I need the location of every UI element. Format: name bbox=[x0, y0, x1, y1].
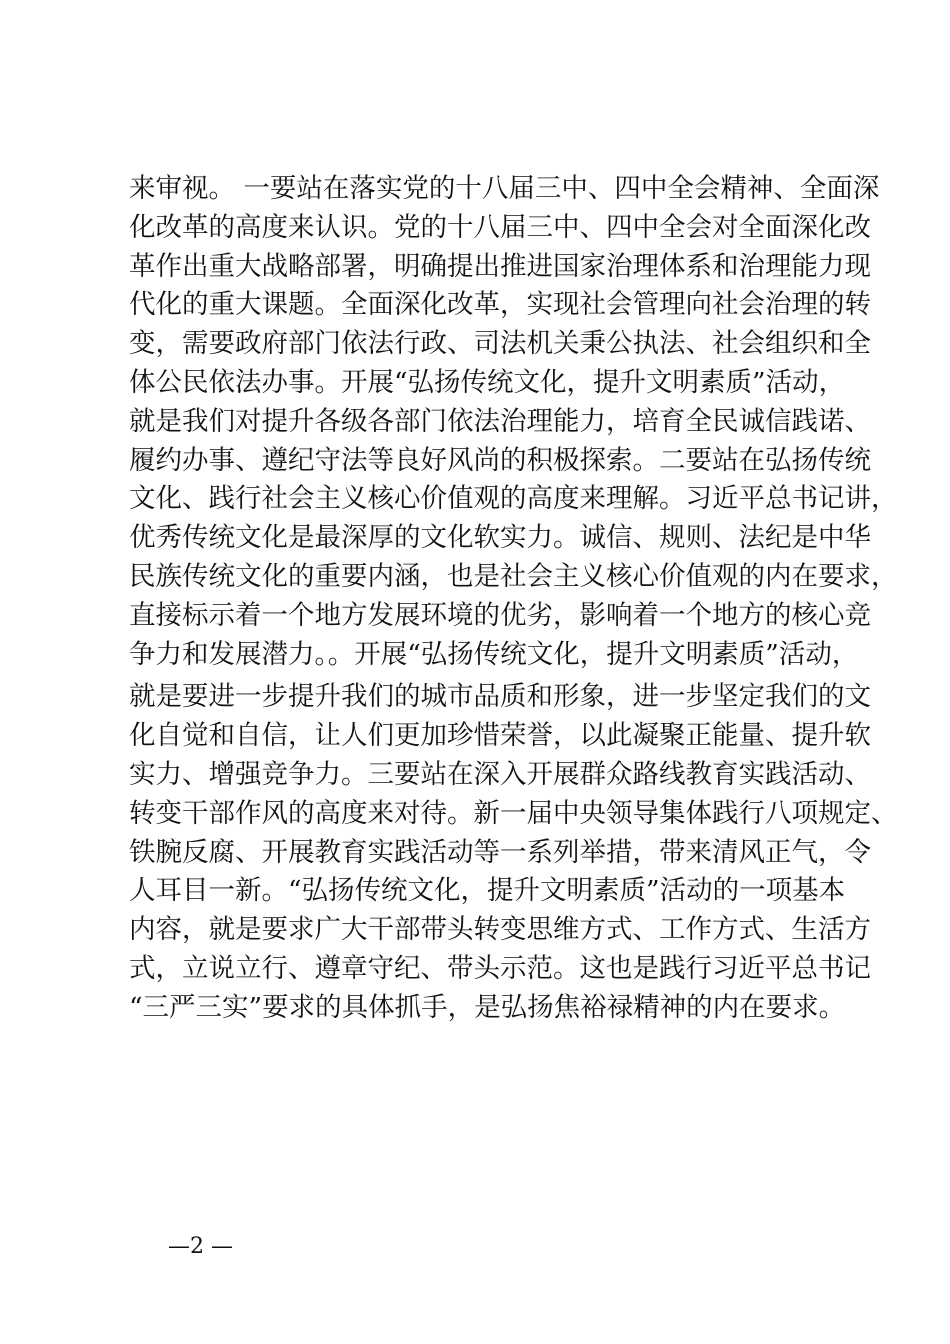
text-line: 代化的重大课题。全面深化改革，实现社会管理向社会治理的转 bbox=[129, 289, 871, 321]
text-line: 来审视。 一要站在落实党的十八届三中、四中全会精神、全面深 bbox=[129, 173, 880, 204]
text-line: 争力和发展潜力。。开展“弘扬传统文化，提升文明素质”活动， bbox=[129, 638, 859, 670]
text-line: 实力、增强竞争力。三要站在深入开展群众路线教育实践活动、 bbox=[129, 758, 871, 790]
text-line: 转变干部作风的高度来对待。新一届中央领导集体践行八项规定、 bbox=[129, 797, 898, 829]
text-line: 内容，就是要求广大干部带头转变思维方式、工作方式、生活方 bbox=[129, 914, 871, 946]
body-text bbox=[129, 170, 898, 1028]
text-line: 式，立说立行、遵章守纪、带头示范。这也是践行习近平总书记 bbox=[129, 952, 871, 984]
page-number: —2 — bbox=[168, 1234, 233, 1259]
text-line: 优秀传统文化是最深厚的文化软实力。诚信、规则、法纪是中华 bbox=[129, 522, 871, 554]
text-line: 化改革的高度来认识。党的十八届三中、四中全会对全面深化改 bbox=[129, 211, 871, 243]
text-line: 人耳目一新。“弘扬传统文化，提升文明素质”活动的一项基本 bbox=[129, 875, 846, 907]
text-line: “三严三实”要求的具体抓手，是弘扬焦裕禄精神的内在要求。 bbox=[129, 991, 846, 1023]
text-line: 革作出重大战略部署，明确提出推进国家治理体系和治理能力现 bbox=[129, 250, 871, 282]
text-line: 化自觉和自信，让人们更加珍惜荣誉，以此凝聚正能量、提升软 bbox=[129, 720, 871, 752]
text-line: 直接标示着一个地方发展环境的优劣，影响着一个地方的核心竞 bbox=[129, 599, 871, 631]
text-line: 就是要进一步提升我们的城市品质和形象，进一步坚定我们的文 bbox=[129, 681, 871, 713]
text-line: 体公民依法办事。开展“弘扬传统文化，提升文明素质”活动， bbox=[129, 366, 846, 398]
text-line: 铁腕反腐、开展教育实践活动等一系列举措，带来清风正气，令 bbox=[129, 836, 871, 868]
text-line: 变，需要政府部门依法行政、司法机关秉公执法、社会组织和全 bbox=[129, 328, 871, 360]
text-line: 民族传统文化的重要内涵，也是社会主义核心价值观的内在要求， bbox=[129, 560, 898, 592]
text-line: 文化、践行社会主义核心价值观的高度来理解。习近平总书记讲， bbox=[129, 483, 898, 515]
text-line: 履约办事、遵纪守法等良好风尚的积极探索。二要站在弘扬传统 bbox=[129, 444, 871, 476]
text-line: 就是我们对提升各级各部门依法治理能力，培育全民诚信践诺、 bbox=[129, 405, 871, 437]
